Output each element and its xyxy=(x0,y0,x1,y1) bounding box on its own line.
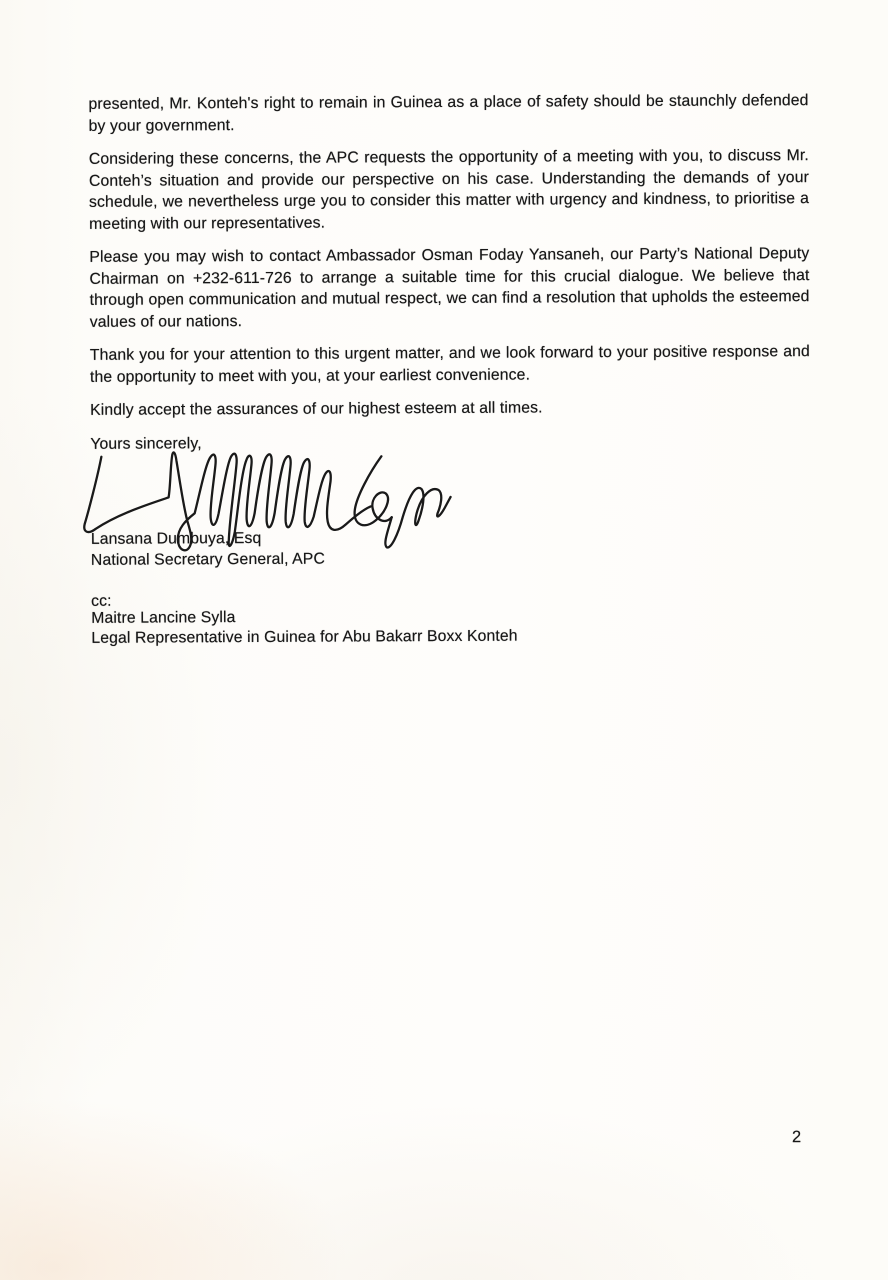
signatory-title: National Secretary General, APC xyxy=(90,550,325,569)
page-number: 2 xyxy=(791,1128,802,1147)
cc-recipient-name: Maitre Lancine Sylla xyxy=(91,609,236,627)
cc-recipient-role: Legal Representative in Guinea for Abu Bakarr Boxx Konteh xyxy=(91,627,518,647)
letter-paragraph-3: Please you may wish to contact Ambassador Osman Foday Yansaneh, our Party’s National Deputy Chairman on +232-611-726 to arrange a suitable time for this crucial dialogue. We believe that through open communication and mutual respect, we can find a resolution that upholds the esteemed values of our nations. xyxy=(89,245,810,331)
letter-paragraph-2: Considering these concerns, the APC requests the opportunity of a meeting with you, to discuss Mr. Conteh’s situation and provide our perspective on his case. Understanding the demands of your schedule, we nevertheless urge you to consider this matter with urgency and kindness, to prioritise a meeting with our representatives. xyxy=(88,147,810,233)
letter-paragraph-1: presented, Mr. Konteh's right to remain in Guinea as a place of safety should be staunchly defended by your government. xyxy=(88,92,809,135)
cc-label: cc: xyxy=(91,592,112,610)
letter-paragraph-5: Kindly accept the assurances of our highest esteem at all times. xyxy=(90,399,543,419)
signatory-name: Lansana Dumbuya, Esq xyxy=(90,529,262,548)
letter-body xyxy=(88,90,810,467)
closing-salutation: Yours sincerely, xyxy=(90,434,202,453)
letter-paragraph-4: Thank you for your attention to this urgent matter, and we look forward to your positive response and the opportunity to meet with you, at your earliest convenience. xyxy=(89,343,810,386)
